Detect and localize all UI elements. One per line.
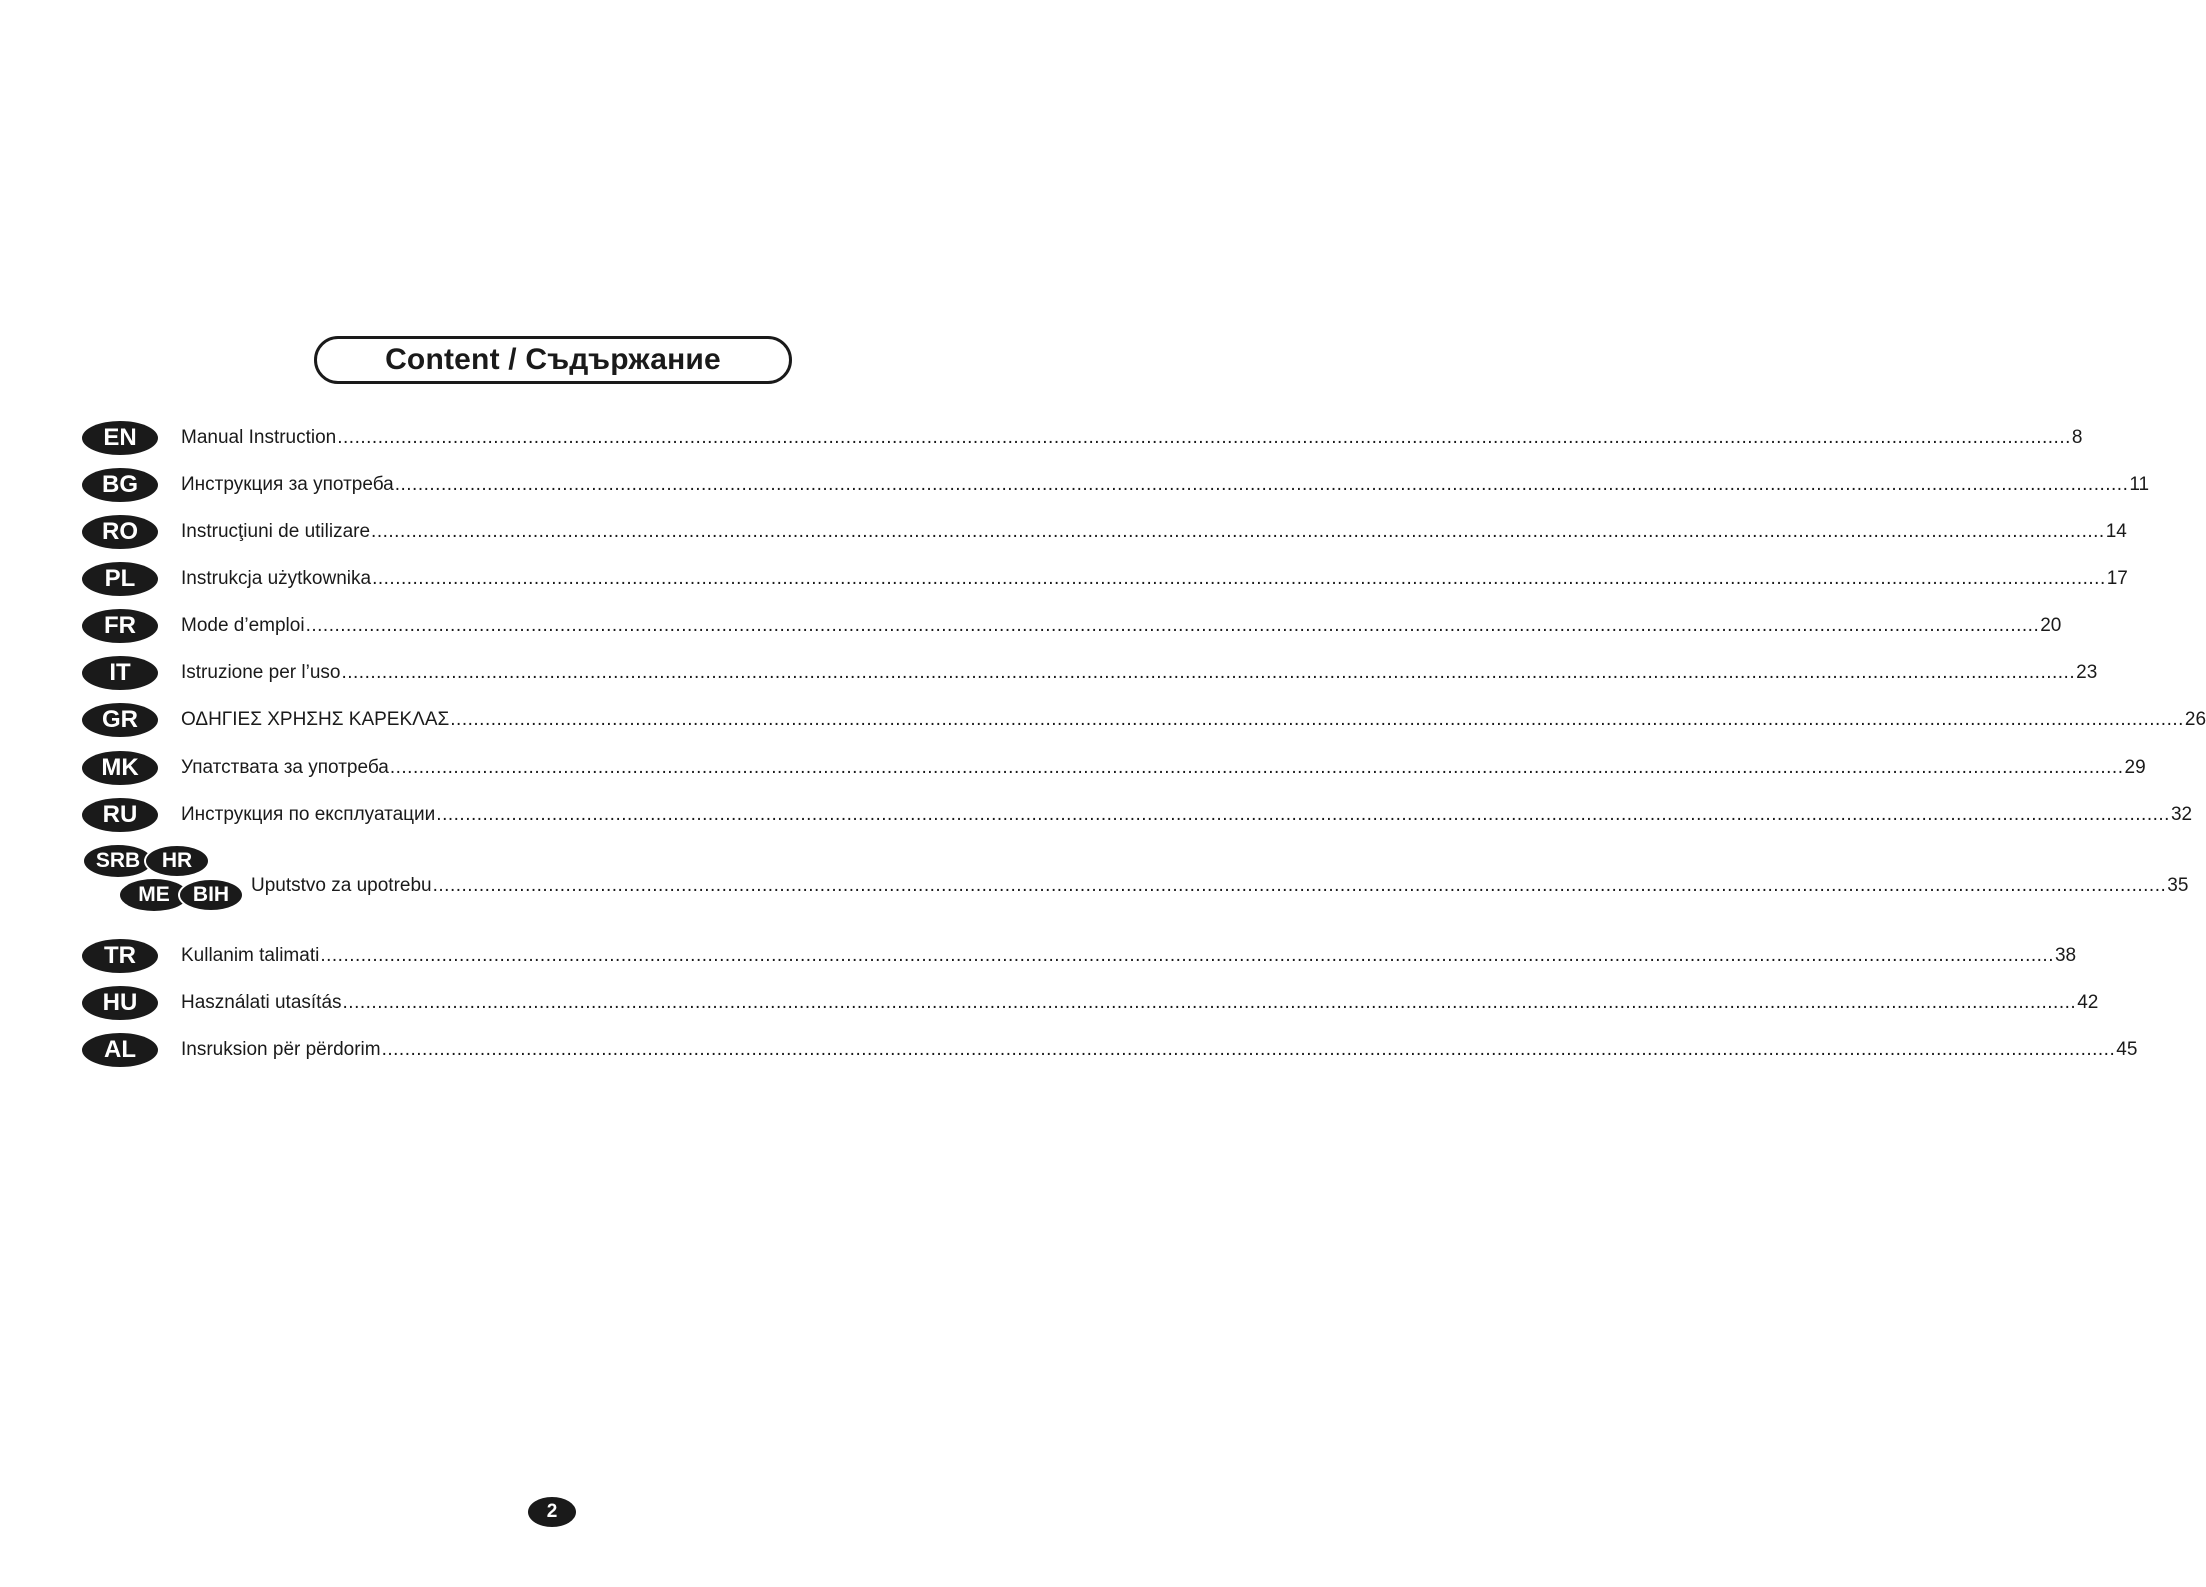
toc-row-pl[interactable] [0,559,2128,599]
entry-label: Инструкция по експлуатации [181,804,436,825]
leader-dots: ............................................................................................................................................................................................................................................................................................................ [381,1039,2116,1060]
language-badge: AL [82,1033,158,1067]
language-badge: MK [82,751,158,785]
leader-dots: ............................................................................................................................................................................................................................................................................................................ [432,875,2167,896]
toc-row-bg[interactable] [0,465,2150,505]
toc-row-al[interactable] [0,1030,2138,1070]
toc-row-it[interactable] [0,653,2098,693]
toc-row-tr[interactable] [0,936,2077,976]
language-badge: GR [82,703,158,737]
leader-dots: ............................................................................................................................................................................................................................................................................................................ [305,615,2040,636]
entry-label: Manual Instruction [181,427,337,448]
title-box [314,336,792,384]
entry-label: Istruzione per l’uso [181,662,341,683]
leader-dots: ............................................................................................................................................................................................................................................................................................................ [342,992,2077,1013]
language-badge: BIH [178,878,244,912]
language-badge: HR [144,844,210,878]
toc-row-srb-hr-me-bih[interactable] [0,866,2189,906]
toc-row-hu[interactable] [0,983,2099,1023]
language-badge: ME [120,879,188,911]
leader-dots: ............................................................................................................................................................................................................................................................................................................ [450,709,2184,730]
entry-page: 45 [2116,1039,2138,1060]
language-badge: TR [82,939,158,973]
entry-page: 38 [2054,945,2077,966]
language-badge: FR [82,609,158,643]
entry-label: Használati utasítás [181,992,342,1013]
entry-label: Insruksion për përdorim [181,1039,381,1060]
toc-row-ro[interactable] [0,512,2127,552]
leader-dots: ............................................................................................................................................................................................................................................................................................................ [372,568,2106,589]
leader-dots: ............................................................................................................................................................................................................................................................................................................ [337,427,2071,448]
toc-row-mk[interactable] [0,748,2146,788]
language-badge: BG [82,468,158,502]
entry-label: Инструкция за употреба [181,474,394,495]
language-badge: PL [82,562,158,596]
language-badge: IT [82,656,158,690]
entry-label: ΟΔΗΓΙΕΣ ΧΡΗΣΗΣ ΚΑΡΕΚΛΑΣ [181,709,450,730]
toc-row-en[interactable] [0,418,2083,458]
language-badge: HU [82,986,158,1020]
leader-dots: ............................................................................................................................................................................................................................................................................................................ [436,804,2170,825]
entry-label: Mode d’emploi [181,615,305,636]
leader-dots: ............................................................................................................................................................................................................................................................................................................ [371,521,2105,542]
leader-dots: ............................................................................................................................................................................................................................................................................................................ [389,757,2124,778]
page-number-badge: 2 [528,1497,576,1527]
language-badge: SRB [84,845,152,877]
toc-row-gr[interactable] [0,700,2206,740]
entry-page: 26 [2184,709,2206,730]
entry-page: 29 [2124,757,2146,778]
language-badge: EN [82,421,158,455]
page-title: Content / Съдържание [385,343,721,376]
entry-page: 23 [2076,662,2098,683]
entry-label: Instrucţiuni de utilizare [181,521,371,542]
entry-label: Instrukcja użytkownika [181,568,372,589]
leader-dots: ............................................................................................................................................................................................................................................................................................................ [341,662,2076,683]
entry-page: 35 [2167,875,2189,896]
entry-page: 14 [2105,521,2127,542]
entry-label: Uputstvo za upotrebu [251,875,432,896]
toc-row-ru[interactable] [0,795,2193,835]
entry-page: 17 [2106,568,2128,589]
entry-label: Kullanim talimati [181,945,320,966]
toc-row-fr[interactable] [0,606,2062,646]
entry-page: 20 [2040,615,2062,636]
language-badge: RO [82,515,158,549]
entry-page: 42 [2077,992,2099,1013]
entry-page: 32 [2170,804,2193,825]
entry-label: Упатствата за употреба [181,757,389,778]
entry-page: 11 [2129,474,2150,495]
entry-page: 8 [2071,427,2083,448]
leader-dots: ............................................................................................................................................................................................................................................................................................................ [320,945,2054,966]
leader-dots: ............................................................................................................................................................................................................................................................................................................ [394,474,2129,495]
language-badge: RU [82,798,158,832]
